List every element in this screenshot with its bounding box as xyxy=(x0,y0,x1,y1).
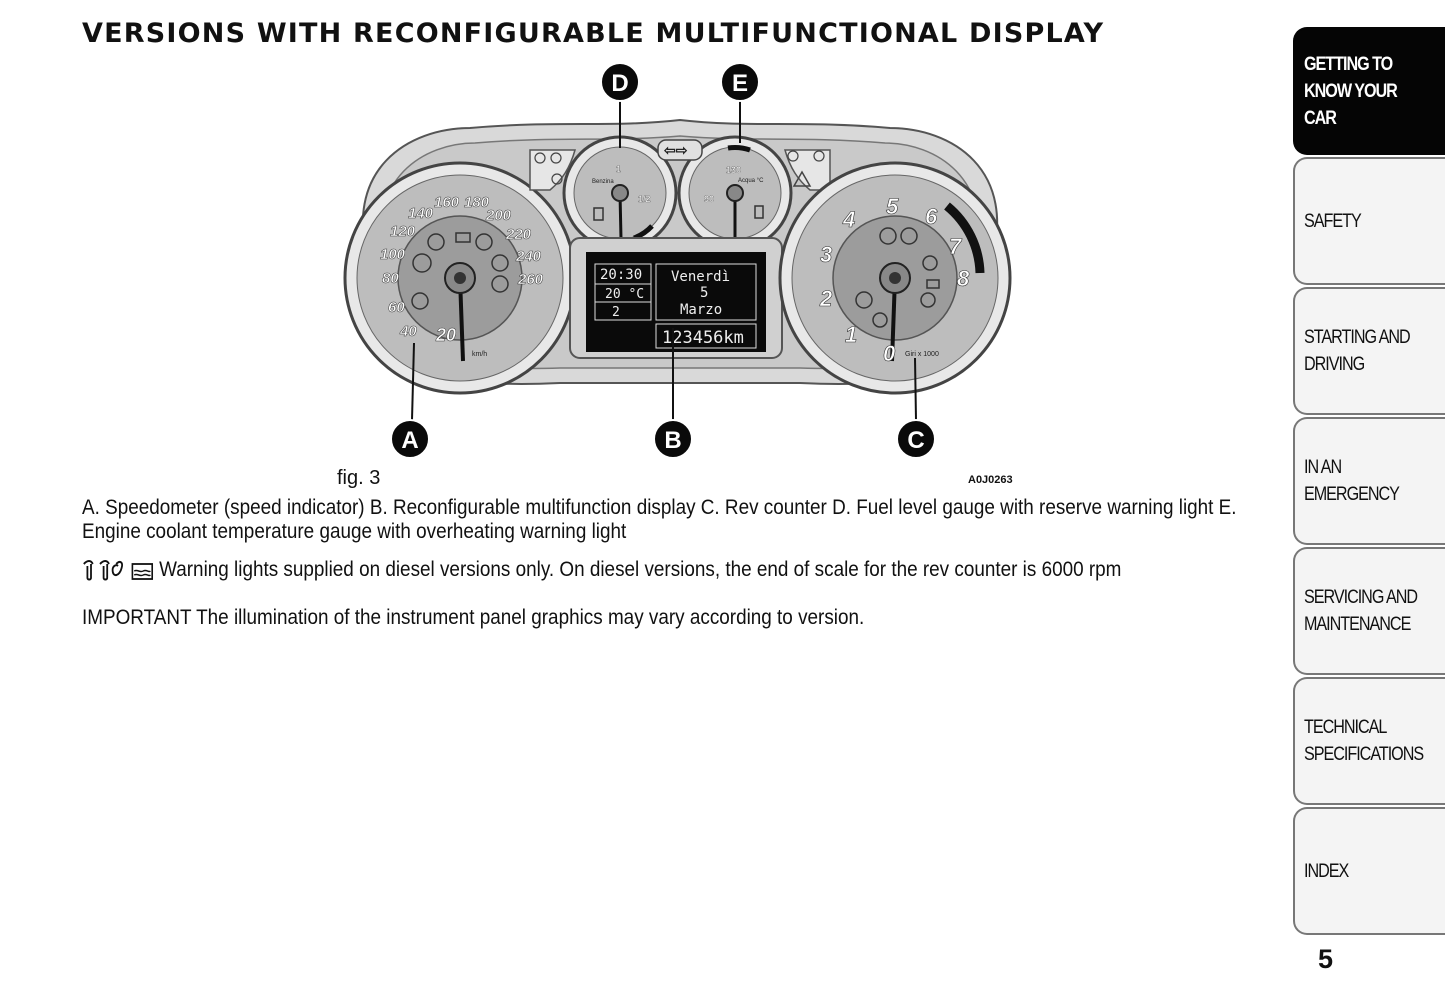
svg-text:A: A xyxy=(401,427,419,454)
fuel-label: Benzina xyxy=(592,179,614,185)
display-temperature: 20 °C xyxy=(605,287,645,302)
temp-top: 130 xyxy=(726,165,742,175)
speed-tick-80: 80 xyxy=(382,270,399,287)
callout-e xyxy=(721,63,759,101)
speed-unit: km/h xyxy=(472,351,488,358)
tab-getting-to-know-your-car[interactable] xyxy=(1293,27,1445,155)
speed-tick-240: 240 xyxy=(516,248,542,265)
figure-code: A0J0263 xyxy=(968,474,1013,486)
display-odometer: 123456km xyxy=(662,328,744,348)
tab-label: SAFETY xyxy=(1304,210,1361,232)
display-month: Marzo xyxy=(680,302,723,318)
speed-tick-20: 20 xyxy=(436,325,457,345)
speed-tick-140: 140 xyxy=(408,205,434,222)
rev-tick-8: 8 xyxy=(957,266,970,291)
glow-plug-icon xyxy=(82,558,125,582)
speed-tick-220: 220 xyxy=(506,226,532,243)
tab-label: GETTING TO KNOW YOUR CAR xyxy=(1304,53,1397,129)
rev-tick-4: 4 xyxy=(843,207,856,232)
rev-unit: Giri x 1000 xyxy=(905,351,939,358)
tab-label: TECHNICAL SPECIFICATIONS xyxy=(1304,717,1424,765)
tab-label: STARTING AND DRIVING xyxy=(1304,327,1410,375)
figure-caption: A. Speedometer (speed indicator) B. Reconfigurable multifunction display C. Rev counter D. Fuel level gauge with reserve warning light E. Engine coolant temperature gauge with overheating warning light xyxy=(82,496,1237,543)
tab-servicing-and-maintenance[interactable] xyxy=(1293,547,1445,675)
page-number: 5 xyxy=(1318,944,1334,974)
speed-tick-160: 160 xyxy=(434,194,460,211)
speed-tick-180: 180 xyxy=(464,194,490,211)
fuel-full: 1 xyxy=(616,164,622,174)
figure-label: fig. 3 xyxy=(337,467,381,489)
rev-tick-1: 1 xyxy=(845,322,858,347)
tab-technical-specifications[interactable] xyxy=(1293,677,1445,805)
rev-tick-6: 6 xyxy=(925,204,938,229)
display-gear: 2 xyxy=(612,305,620,320)
speed-tick-100: 100 xyxy=(380,246,406,263)
svg-text:E: E xyxy=(731,70,749,97)
display-time: 20:30 xyxy=(600,267,643,283)
speed-tick-260: 260 xyxy=(518,271,544,288)
rev-tick-5: 5 xyxy=(886,194,899,219)
tab-in-an-emergency[interactable] xyxy=(1293,417,1445,545)
chapter-tabs xyxy=(1293,27,1445,937)
rev-tick-3: 3 xyxy=(820,242,833,267)
tab-index[interactable] xyxy=(1293,807,1445,935)
speedometer xyxy=(345,163,575,393)
tab-label: INDEX xyxy=(1304,860,1349,882)
svg-text:D: D xyxy=(611,70,629,97)
rev-tick-0: 0 xyxy=(883,341,896,366)
callout-d xyxy=(601,63,639,101)
speed-tick-120: 120 xyxy=(390,223,416,240)
callout-b xyxy=(654,420,692,458)
turn-arrows-icon: ⇦⇨ xyxy=(664,142,688,158)
svg-text:C: C xyxy=(907,427,925,454)
multifunction-display xyxy=(570,238,782,358)
rev-tick-2: 2 xyxy=(820,286,833,311)
diesel-note-text: Warning lights supplied on diesel versions only. On diesel versions, the end of scale for the rev counter is 6000 rpm xyxy=(159,558,1122,581)
speed-tick-40: 40 xyxy=(400,323,417,340)
rev-tick-7: 7 xyxy=(949,234,962,259)
water-in-fuel-icon xyxy=(130,559,153,581)
diesel-note xyxy=(82,558,1121,582)
svg-text:B: B xyxy=(664,427,682,454)
callout-c xyxy=(897,420,935,458)
rev-counter xyxy=(780,163,1010,393)
temp-mid: 90 xyxy=(704,194,715,204)
section-title: VERSIONS WITH RECONFIGURABLE MULTIFUNCTIONAL DISPLAY xyxy=(82,18,1105,49)
display-day: Venerdì xyxy=(671,269,731,285)
speed-tick-60: 60 xyxy=(388,299,405,316)
speed-tick-200: 200 xyxy=(486,207,512,224)
callout-a xyxy=(391,420,429,458)
tab-label: SERVICING AND MAINTENANCE xyxy=(1304,587,1417,635)
tab-label: IN AN EMERGENCY xyxy=(1304,457,1399,505)
display-date: 5 xyxy=(700,285,709,301)
fuel-half: 1/2 xyxy=(638,194,651,204)
instrument-panel-figure xyxy=(330,58,1030,468)
important-note: IMPORTANT The illumination of the instrument panel graphics may vary according to version. xyxy=(82,606,865,629)
tab-starting-and-driving[interactable] xyxy=(1293,287,1445,415)
temp-label: Acqua °C xyxy=(738,178,764,184)
tab-safety[interactable] xyxy=(1293,157,1445,285)
